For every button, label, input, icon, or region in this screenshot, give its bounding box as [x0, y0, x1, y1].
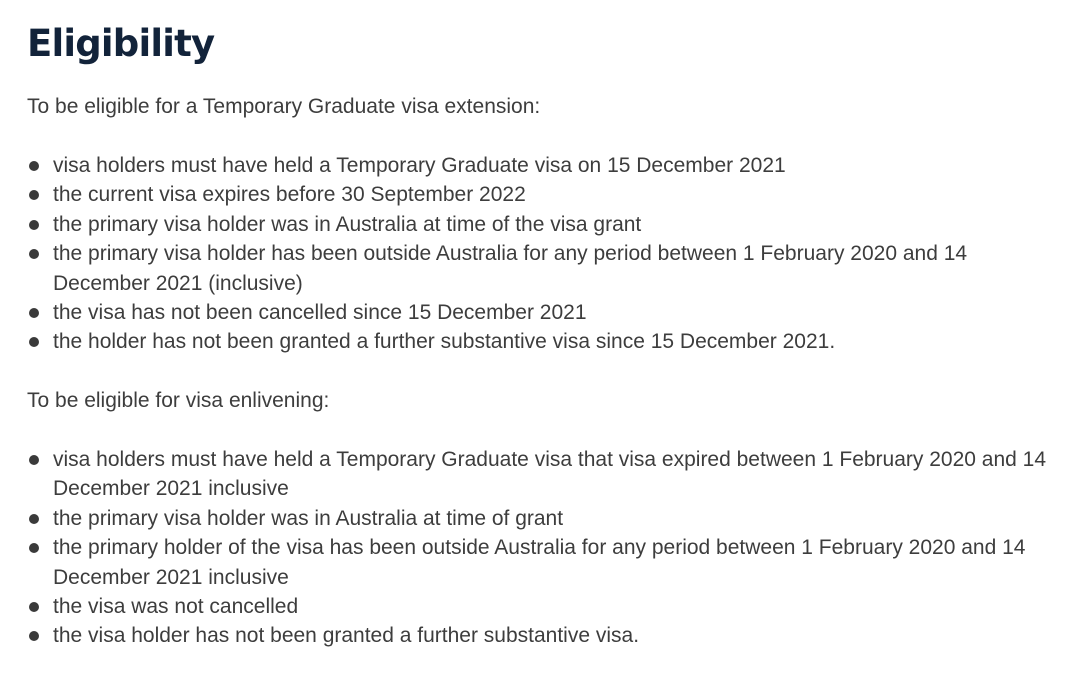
list-item-text: the holder has not been granted a further substantive visa since 15 December 2021. — [53, 330, 836, 354]
list-item-text: the visa holder has not been granted a further substantive visa. — [53, 624, 640, 648]
list-item — [27, 592, 1052, 621]
bullet-icon — [29, 161, 39, 171]
list-item-text: the primary holder of the visa has been outside Australia for any period between 1 February 2020 and 14 December 2021 inclusive — [53, 536, 1026, 589]
bullet-icon — [29, 337, 39, 347]
list-item — [27, 327, 1052, 356]
list-item-text: the visa has not been cancelled since 15 December 2021 — [53, 301, 587, 325]
list-item-text: the primary visa holder has been outside Australia for any period between 1 February 2020 and 14 December 2021 (inclusive) — [53, 242, 968, 295]
list-item — [27, 180, 1052, 209]
list-item-text: the current visa expires before 30 September 2022 — [53, 183, 526, 207]
bullet-icon — [29, 514, 39, 524]
list-item — [27, 210, 1052, 239]
bullet-icon — [29, 190, 39, 200]
list-item — [27, 445, 1052, 504]
list-item-text: the primary visa holder was in Australia at time of grant — [53, 506, 564, 530]
list-item — [27, 151, 1052, 180]
extension-intro: To be eligible for a Temporary Graduate visa extension: — [27, 95, 541, 118]
list-item-text: the visa was not cancelled — [53, 595, 299, 619]
enlivening-intro: To be eligible for visa enlivening: — [27, 389, 330, 412]
extension-criteria-list — [27, 151, 1052, 357]
list-item-text: visa holders must have held a Temporary Graduate visa on 15 December 2021 — [53, 154, 786, 177]
enlivening-criteria-list — [27, 445, 1052, 651]
bullet-icon — [29, 631, 39, 641]
page-title: Eligibility — [27, 22, 215, 65]
list-item — [27, 621, 1052, 650]
bullet-icon — [29, 602, 39, 612]
list-item — [27, 504, 1052, 533]
list-item — [27, 298, 1052, 327]
bullet-icon — [29, 249, 39, 259]
bullet-icon — [29, 543, 39, 553]
bullet-icon — [29, 220, 39, 230]
list-item-text: the primary visa holder was in Australia at time of the visa grant — [53, 212, 642, 236]
bullet-icon — [29, 308, 39, 318]
list-item — [27, 239, 1052, 298]
list-item-text: visa holders must have held a Temporary Graduate visa that visa expired between 1 February 2020 and 14 December 2021 inclusive — [53, 448, 1047, 501]
bullet-icon — [29, 455, 39, 465]
list-item — [27, 533, 1052, 592]
